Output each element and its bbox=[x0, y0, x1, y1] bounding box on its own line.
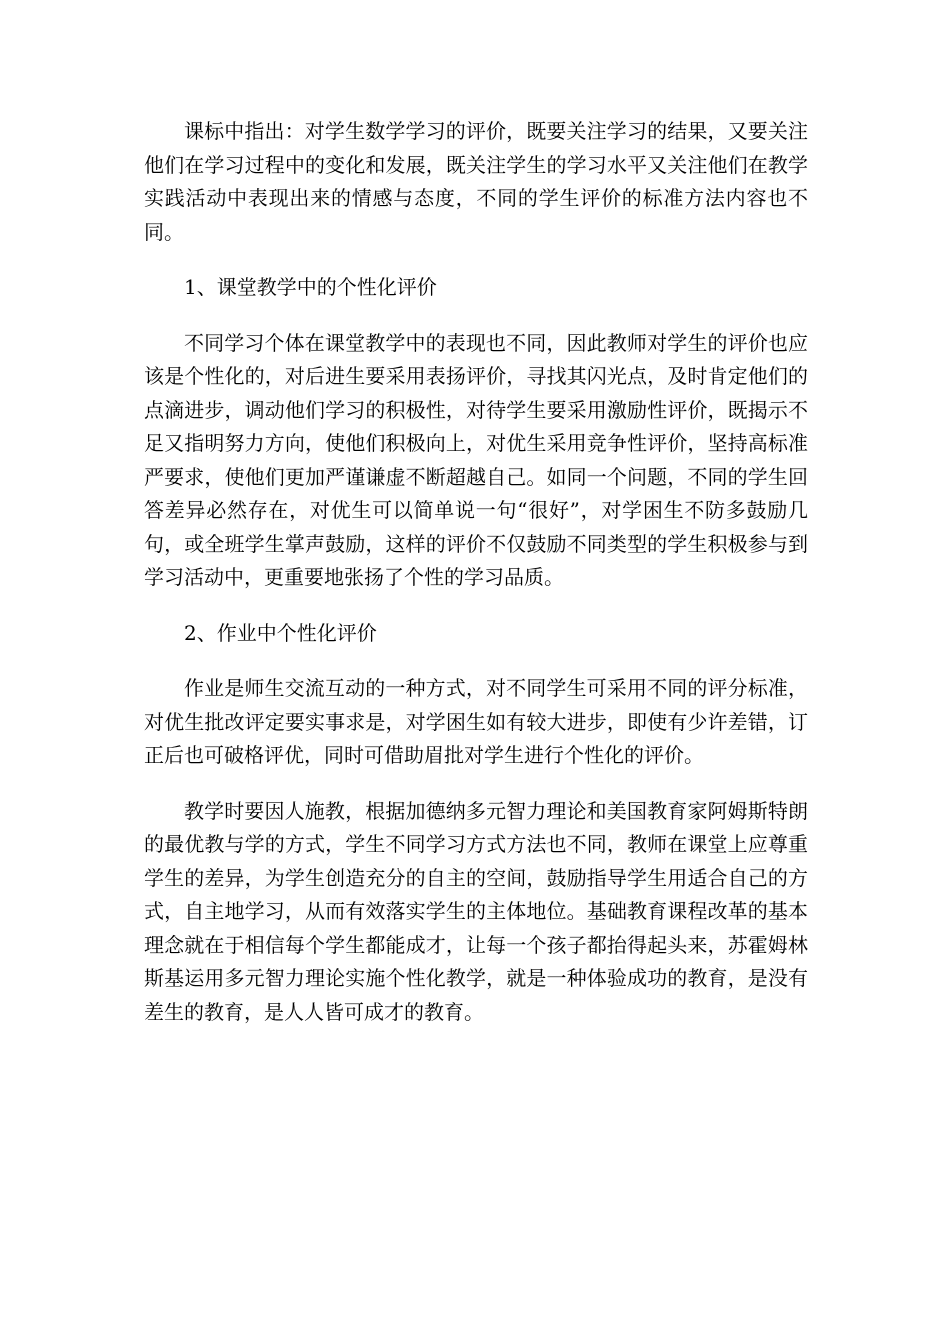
section-heading-classroom: 1、课堂教学中的个性化评价 bbox=[184, 275, 437, 299]
paragraph-individualized-teaching: 教学时要因人施教，根据加德纳多元智力理论和美国教育家阿姆斯特朗的最优教与学的方式，学生不同学习方式方法也不同，教师在课堂上应尊重学生的差异，为学生创造充分的自主的空间，鼓励指导学生用适合自己的方式，自主地学习，从而有效落实学生的主体地位。基础教育课程改革的基本理念就在于相信每个学生都能成才，让每一个孩子都抬得起头来，苏霍姆林斯基运用多元智力理论实施个性化教学，就是一种体验成功的教育，是没有差生的教育，是人人皆可成才的教育。 bbox=[144, 798, 808, 1024]
paragraph-homework-evaluation: 作业是师生交流互动的一种方式，对不同学生可采用不同的评分标准，对优生批改评定要实事求是，对学困生如有较大进步，即使有少许差错，订正后也可破格评优，同时可借助眉批对学生进行个性化的评价。 bbox=[144, 676, 808, 767]
document-body bbox=[144, 115, 808, 1051]
paragraph-intro: 课标中指出：对学生数学学习的评价，既要关注学习的结果，又要关注他们在学习过程中的变化和发展，既关注学生的学习水平又关注他们在教学实践活动中表现出来的情感与态度，不同的学生评价的标准方法内容也不同。 bbox=[144, 119, 808, 244]
section-heading-homework: 2、作业中个性化评价 bbox=[184, 620, 377, 645]
paragraph-classroom-evaluation: 不同学习个体在课堂教学中的表现也不同，因此教师对学生的评价也应该是个性化的，对后进生要采用表扬评价，寻找其闪光点，及时肯定他们的点滴进步，调动他们学习的积极性，对待学生要采用激励性评价，既揭示不足又指明努力方向，使他们积极向上，对优生采用竞争性评价，坚持高标准严要求，使他们更加严谨谦虚不断超越自己。如同一个问题，不同的学生回答差异必然存在，对优生可以简单说一句“很好”，对学困生不防多鼓励几句，或全班学生掌声鼓励，这样的评价不仅鼓励不同类型的学生积极参与到学习活动中，更重要地张扬了个性的学习品质。 bbox=[144, 330, 808, 589]
